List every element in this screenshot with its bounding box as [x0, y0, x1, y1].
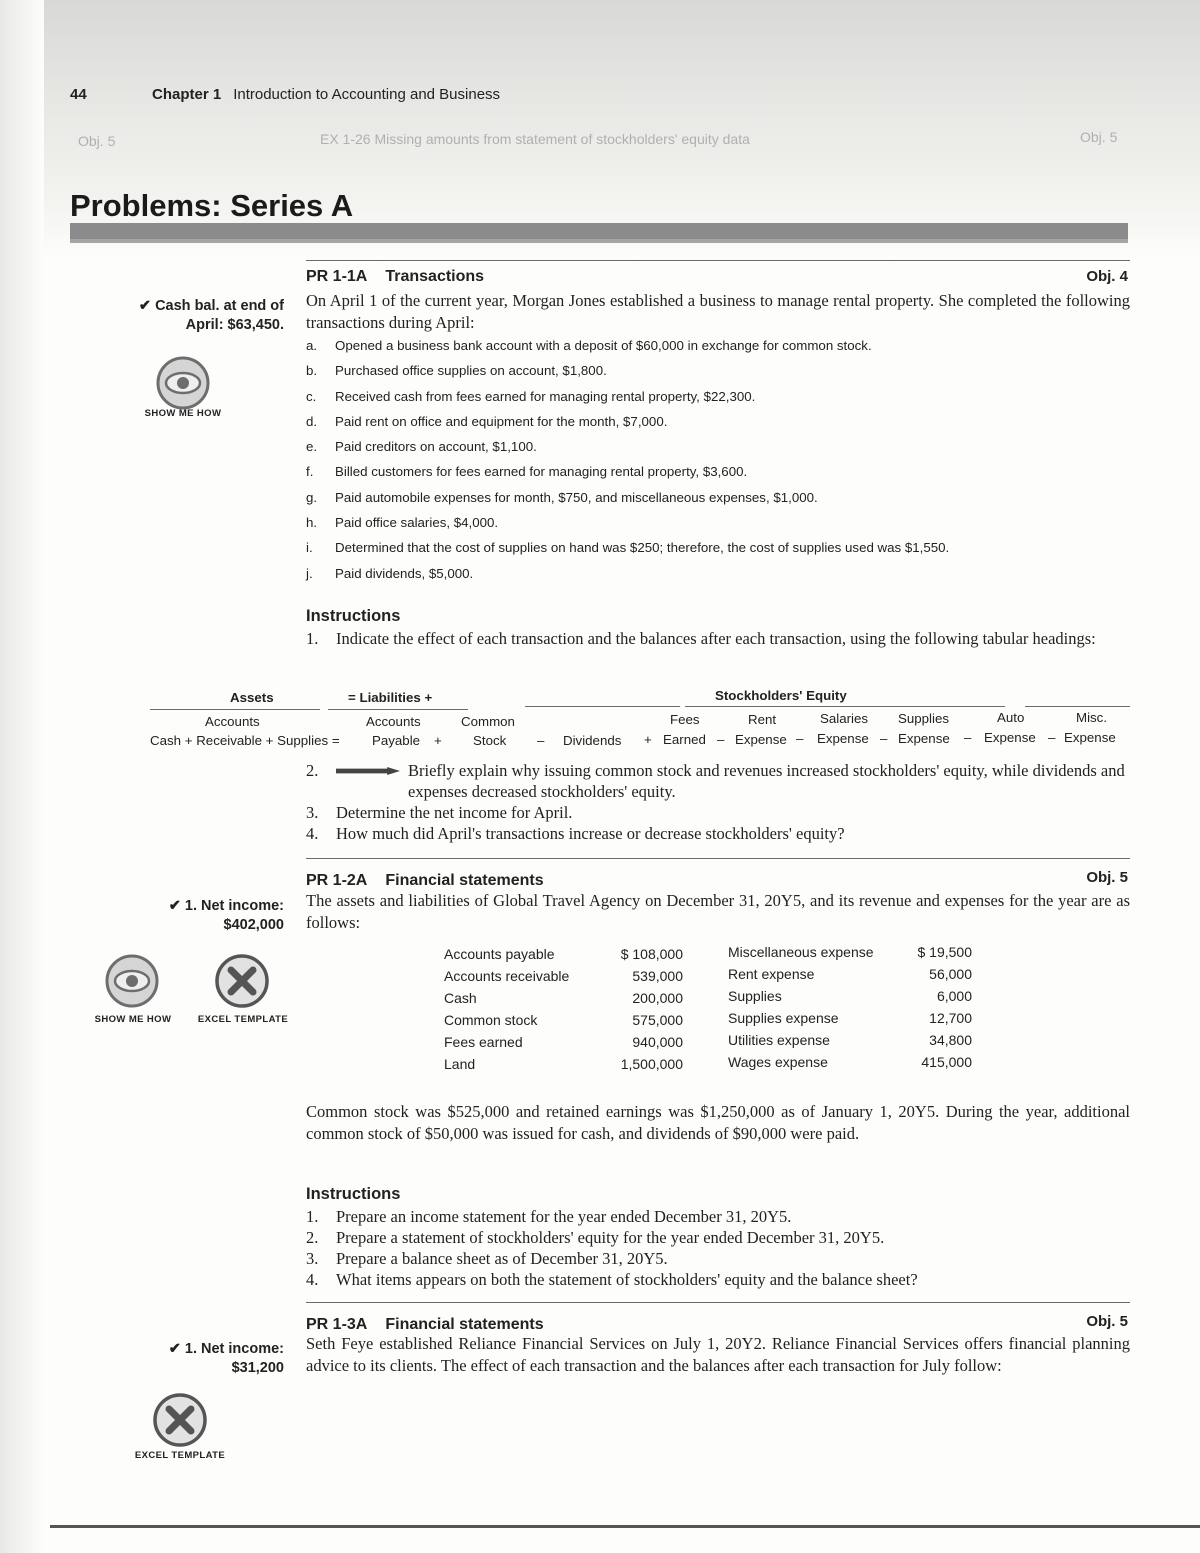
- problem-name: Financial statements: [385, 872, 544, 889]
- problem-code: PR 1-3A: [306, 1316, 368, 1333]
- answer-check-value: $31,200: [231, 1360, 284, 1376]
- problem-intro: Seth Feye established Reliance Financial Services on July 1, 20Y2. Reliance Financial Services offers financial planning advice to its clients. The effect of each transaction and the balances after each transaction for July follow:: [306, 1334, 1130, 1375]
- bleed-through-text: Obj. 5: [78, 133, 116, 149]
- col-accounts-payable: Accounts: [366, 714, 421, 729]
- col-cash-row: Cash + Receivable + Supplies =: [150, 733, 340, 748]
- instructions-list: [306, 1206, 1130, 1290]
- col-salaries: Salaries: [820, 711, 869, 726]
- list-item: h. Paid office salaries, $4,000.: [306, 515, 499, 531]
- col-fees: Fees: [670, 712, 700, 727]
- objective-label: Obj. 4: [1086, 268, 1128, 285]
- liabilities-heading: = Liabilities +: [348, 690, 433, 705]
- excel-template-label: EXCEL TEMPLATE: [197, 1014, 289, 1025]
- bleed-through-text: EX 1-26 Missing amounts from statement of stockholders' equity data: [320, 131, 750, 147]
- table-row: Miscellaneous expense $ 19,500: [728, 944, 972, 960]
- list-item: b. Purchased office supplies on account, $1,800.: [306, 363, 607, 379]
- list-item: d. Paid rent on office and equipment for the month, $7,000.: [306, 413, 668, 429]
- chapter-header: [152, 86, 500, 103]
- instruction-item: 1. Indicate the effect of each transaction and the balances after each transaction, using the following tabular headings:: [306, 629, 1096, 648]
- show-me-how-icon[interactable]: [155, 355, 211, 411]
- section-divider: [306, 260, 1130, 261]
- accounts-table-right: [728, 941, 972, 1073]
- chapter-title: Introduction to Accounting and Business: [233, 86, 501, 103]
- problem-heading: [306, 1316, 544, 1334]
- problem-code: PR 1-1A: [306, 268, 368, 285]
- table-row: Cash 200,000: [444, 990, 683, 1006]
- instructions-heading: Instructions: [306, 1185, 401, 1203]
- chapter-label: Chapter 1: [152, 86, 222, 103]
- show-me-how-label: SHOW ME HOW: [144, 408, 222, 419]
- col-auto: Auto: [997, 710, 1025, 725]
- assets-heading: Assets: [230, 690, 274, 705]
- answer-check: [139, 297, 284, 335]
- excel-template-label: EXCEL TEMPLATE: [134, 1450, 226, 1461]
- instruction-item: 3. Prepare a balance sheet as of December 31, 20Y5.: [306, 1249, 668, 1268]
- instruction-item: 2. Prepare a statement of stockholders' equity for the year ended December 31, 20Y5.: [306, 1228, 885, 1247]
- scan-edge: [0, 0, 44, 1553]
- instruction-item: 4. How much did April's transactions increase or decrease stockholders' equity?: [306, 824, 845, 843]
- table-row: Accounts payable $ 108,000: [444, 946, 683, 962]
- problem-paragraph: Common stock was $525,000 and retained earnings was $1,250,000 as of January 1, 20Y5. During the year, additional common stock of $50,000 was issued for cash, and dividends of $90,000 were paid.: [306, 1102, 1130, 1143]
- answer-check-label: ✔ 1. Net income:: [168, 898, 284, 914]
- instructions-list: [306, 760, 1130, 844]
- col-common: Common: [461, 714, 515, 729]
- tabular-headings: Assets = Liabilities + Stockholders' Equity Accounts Accounts Common Fees Rent Salaries Supplies Auto Misc. Cash + Receivable + Supplies = Payable + Stock – Dividends + Earned – Expense – Expense – Expense – Expense – Expense: [150, 690, 1130, 752]
- list-item: g. Paid automobile expenses for month, $750, and miscellaneous expenses, $1,000.: [306, 489, 818, 505]
- answer-check-value: April: $63,450.: [185, 317, 284, 333]
- instructions-list: [306, 628, 1130, 649]
- problem-heading: [306, 872, 544, 890]
- problem-heading: [306, 268, 484, 286]
- list-item: a. Opened a business bank account with a deposit of $60,000 in exchange for common stock.: [306, 338, 872, 353]
- table-row: Land 1,500,000: [444, 1056, 683, 1072]
- show-me-how-icon[interactable]: [104, 953, 160, 1009]
- equity-heading: Stockholders' Equity: [715, 688, 847, 703]
- excel-template-icon[interactable]: [214, 953, 270, 1009]
- problem-name: Transactions: [385, 268, 485, 285]
- problem-intro: The assets and liabilities of Global Travel Agency on December 31, 20Y5, and its revenue and expenses for the year are as follows:: [306, 891, 1130, 932]
- title-rule-shadow: [70, 239, 1128, 243]
- list-item: f. Billed customers for fees earned for managing rental property, $3,600.: [306, 464, 748, 480]
- answer-check: [169, 1340, 284, 1378]
- instruction-item: 4. What items appears on both the statement of stockholders' equity and the balance sheet?: [306, 1270, 918, 1289]
- table-row: Supplies 6,000: [728, 988, 972, 1004]
- objective-label: Obj. 5: [1086, 869, 1128, 886]
- list-item: e. Paid creditors on account, $1,100.: [306, 439, 537, 455]
- col-rent: Rent: [748, 712, 777, 727]
- answer-check-value: $402,000: [223, 917, 284, 933]
- table-row: Rent expense 56,000: [728, 966, 972, 982]
- answer-check-label: ✔ 1. Net income:: [168, 1341, 284, 1357]
- table-row: Supplies expense 12,700: [728, 1010, 972, 1026]
- objective-label: Obj. 5: [1086, 1313, 1128, 1330]
- bleed-through-text: Obj. 5: [1080, 129, 1118, 145]
- show-me-how-label: SHOW ME HOW: [94, 1014, 172, 1025]
- col-accounts: Accounts: [205, 714, 260, 729]
- title-rule: [70, 223, 1128, 239]
- section-divider: [306, 858, 1130, 859]
- problem-code: PR 1-2A: [306, 872, 368, 889]
- excel-template-icon[interactable]: [152, 1392, 208, 1448]
- problem-name: Financial statements: [385, 1316, 544, 1333]
- table-row: Fees earned 940,000: [444, 1034, 683, 1050]
- list-item: j. Paid dividends, $5,000.: [306, 565, 474, 581]
- table-row: Utilities expense 34,800: [728, 1032, 972, 1048]
- table-row: Wages expense 415,000: [728, 1054, 972, 1070]
- table-row: Common stock 575,000: [444, 1012, 683, 1028]
- instruction-item: 2. Briefly explain why issuing common stock and revenues increased stockholders' equity, while dividends and expenses decreased stockholders' equity.: [306, 761, 1125, 801]
- instruction-item: 1. Prepare an income statement for the year ended December 31, 20Y5.: [306, 1207, 792, 1226]
- instructions-heading: Instructions: [306, 607, 401, 625]
- instruction-item: 3. Determine the net income for April.: [306, 803, 573, 822]
- list-item: c. Received cash from fees earned for managing rental property, $22,300.: [306, 388, 756, 404]
- col-misc: Misc.: [1076, 710, 1108, 725]
- section-title: Problems: Series A: [70, 188, 354, 223]
- table-row: Accounts receivable 539,000: [444, 968, 683, 984]
- ethics-arrow-icon: [336, 767, 400, 775]
- transaction-list: [306, 338, 1106, 591]
- problem-intro: On April 1 of the current year, Morgan Jones established a business to manage rental property. She completed the following transactions during April:: [306, 291, 1130, 332]
- list-item: i. Determined that the cost of supplies on hand was $250; therefore, the cost of supplies used was $1,550.: [306, 540, 950, 556]
- col-supplies: Supplies: [898, 711, 950, 726]
- answer-check-label: ✔ Cash bal. at end of: [138, 298, 284, 314]
- accounts-table-left: [444, 943, 683, 1075]
- page-number: 44: [70, 86, 87, 103]
- scan-bottom-edge: [50, 1525, 1200, 1528]
- section-divider: [306, 1302, 1130, 1303]
- answer-check: [169, 897, 284, 935]
